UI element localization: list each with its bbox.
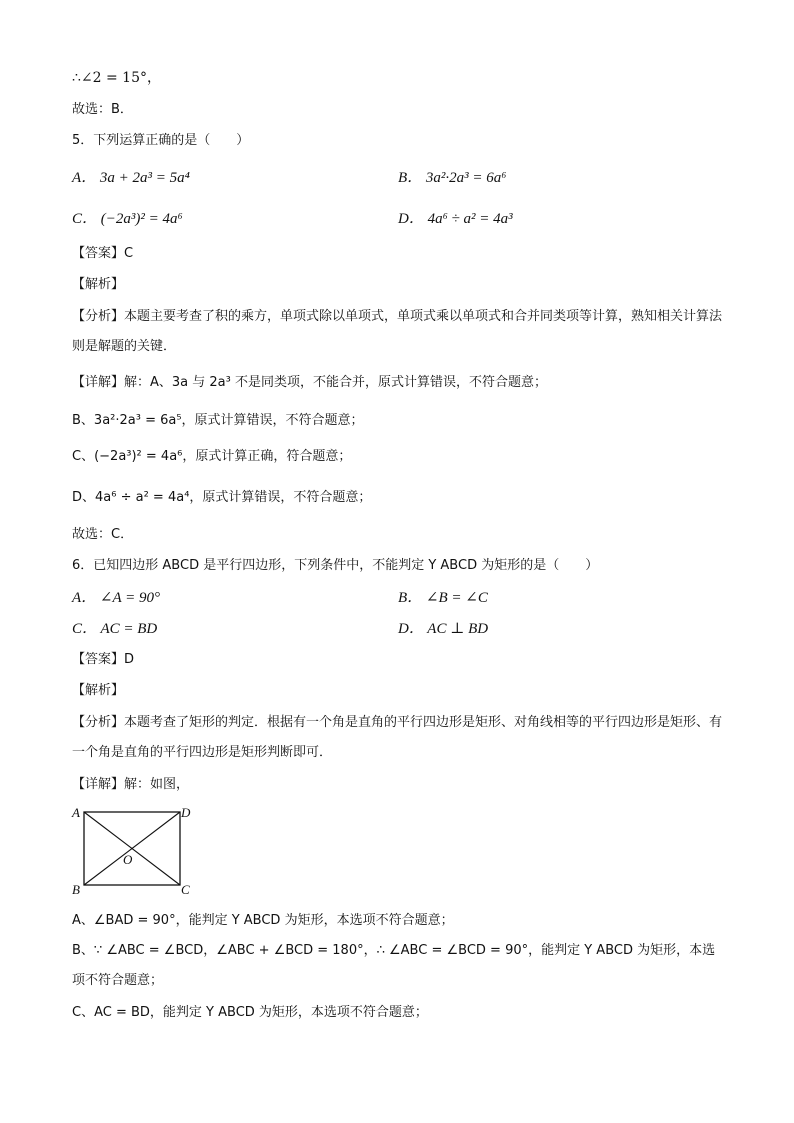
question-5-detail-a: 【详解】解：A、3a 与 2a³ 不是同类项，不能合并，原式计算错误，不符合题意； <box>72 375 547 390</box>
vertex-label-a: A <box>72 805 80 820</box>
question-6-detail-a: A、∠BAD = 90°，能判定 Y ABCD 为矩形，本选项不符合题意； <box>72 913 454 928</box>
question-6-jiexi: 【解析】 <box>72 683 125 698</box>
vertex-label-d: D <box>181 805 191 820</box>
question-6-detail-c: C、AC = BD，能判定 Y ABCD 为矩形，本选项不符合题意； <box>72 1005 428 1020</box>
question-6-option-c: C． AC = BD <box>72 621 158 637</box>
question-6-option-a: A． ∠A = 90° <box>72 590 160 606</box>
question-5-option-c: C． (−2a³)² = 4a⁶ <box>72 211 183 227</box>
question-6-detail-b: B、∵ ∠ABC = ∠BCD，∠ABC + ∠BCD = 180°，∴ ∠ABC = ∠BCD = 90°，能判定 Y ABCD 为矩形，本选项不符合题意； <box>72 943 716 988</box>
rectangle-diagram <box>70 804 200 896</box>
question-5-select: 故选：C． <box>72 527 134 542</box>
question-5-jiexi: 【解析】 <box>72 277 125 292</box>
vertex-label-c: C <box>181 882 190 896</box>
question-5-analysis: 【分析】本题主要考查了积的乘方，单项式除以单项式，单项式乘以单项式和合并同类项等计算，熟知相关计算法则是解题的关键． <box>72 309 723 354</box>
question-6-detail-intro: 【详解】解：如图， <box>72 777 190 792</box>
conclusion-line: ∴∠2 = 15°， <box>72 70 161 86</box>
question-5-detail-c: C、(−2a³)² = 4a⁶，原式计算正确，符合题意； <box>72 449 352 464</box>
vertex-label-b: B <box>72 882 80 896</box>
question-6-analysis: 【分析】本题考查了矩形的判定．根据有一个角是直角的平行四边形是矩形、对角线相等的平行四边形是矩形、有一个角是直角的平行四边形是矩形判断即可． <box>72 715 723 760</box>
rectangle-figure <box>70 804 200 896</box>
question-6-stem: 6．已知四边形 ABCD 是平行四边形，下列条件中，不能判定 Y ABCD 为矩形的是（ ） <box>72 558 599 573</box>
question-5-stem: 5．下列运算正确的是（ ） <box>72 133 250 148</box>
select-line: 故选：B． <box>72 102 133 117</box>
question-5-answer: 【答案】C <box>72 246 134 261</box>
question-5-option-b: B． 3a²·2a³ = 6a⁶ <box>398 170 507 186</box>
question-5-detail-b: B、3a²·2a³ = 6a⁵，原式计算错误，不符合题意； <box>72 413 364 428</box>
center-label-o: O <box>123 852 133 867</box>
question-5-detail-d: D、4a⁶ ÷ a² = 4a⁴，原式计算错误，不符合题意； <box>72 490 372 505</box>
question-6-answer: 【答案】D <box>72 652 135 667</box>
question-6-option-d: D． AC ⊥ BD <box>398 621 489 637</box>
question-5-option-d: D． 4a⁶ ÷ a² = 4a³ <box>398 211 513 227</box>
question-5-option-a: A． 3a + 2a³ = 5a⁴ <box>72 170 190 186</box>
question-6-option-b: B． ∠B = ∠C <box>398 590 488 606</box>
